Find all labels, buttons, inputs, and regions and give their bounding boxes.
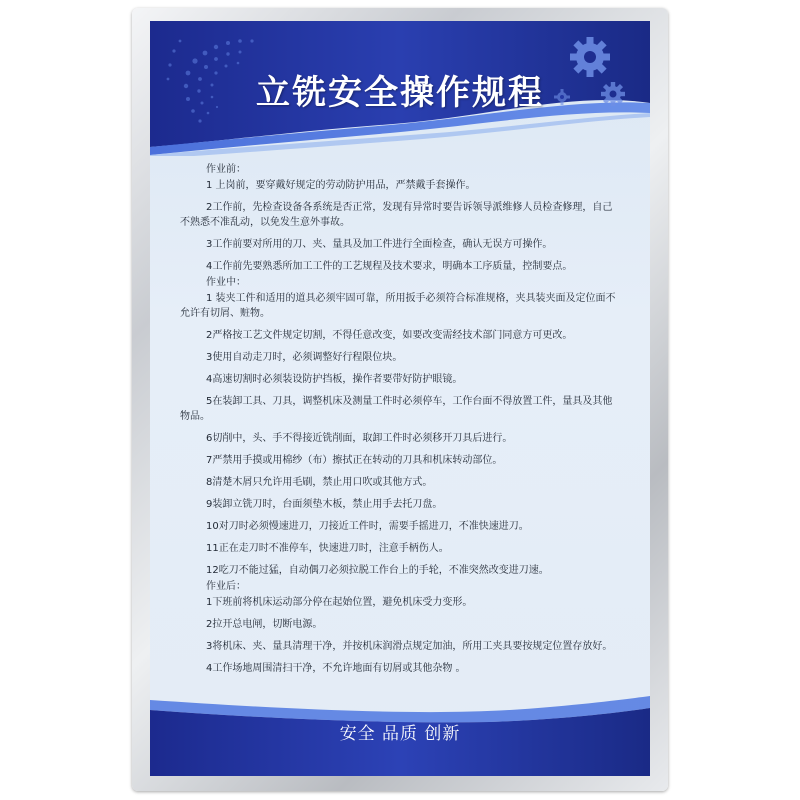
rule-item: 4工作场地周围清扫干净，不允许地面有切屑或其他杂物 。 <box>206 663 466 674</box>
rule-item: 1下班前将机床运动部分停在起始位置，避免机床受力变形。 <box>206 597 473 608</box>
rule-item: 8清楚木屑只允许用毛刷，禁止用口吹或其他方式。 <box>206 477 433 488</box>
rule-item: 12吃刀不能过猛，自动偶刀必须拉脱工作台上的手轮，不准突然改变进刀速。 <box>206 565 549 576</box>
rule-item: 4高速切割时必须装设防护挡板，操作者要带好防护眼镜。 <box>206 374 463 385</box>
rule-item: 1 装夹工件和适用的道具必须牢固可靠，所用扳手必须符合标准规格，夹具装夹面及定位面不允许有切屑、赃物。 <box>180 293 616 319</box>
rule-item: 3将机床、夹、量具清理干净，并按机床润滑点规定加油，所用工夹具要按规定位置存放好。 <box>206 641 613 652</box>
rule-item: 7严禁用手摸或用棉纱（布）擦拭正在转动的刀具和机床转动部位。 <box>206 455 503 466</box>
rule-item: 10对刀时必须慢速进刀，刀接近工件时，需要手摇进刀，不准快速进刀。 <box>206 521 529 532</box>
rule-item: 9装卸立铣刀时，台面须垫木板，禁止用手去托刀盘。 <box>206 499 443 510</box>
procedure-content <box>180 162 620 683</box>
section-heading: 作业前： <box>206 164 246 175</box>
rule-item: 4工作前先要熟悉所加工工件的工艺规程及技术要求，明确本工序质量，控制要点。 <box>206 261 573 272</box>
poster-title: 立铣安全操作规程 <box>256 73 544 113</box>
safety-poster <box>150 21 650 776</box>
poster-slogan: 安全 品质 创新 <box>339 724 461 744</box>
section-heading: 作业中： <box>206 277 246 288</box>
rule-item: 3使用自动走刀时，必须调整好行程限位块。 <box>206 352 403 363</box>
rule-item: 11正在走刀时不准停车，快速进刀时，注意手柄伤人。 <box>206 543 449 554</box>
rule-item: 2严格按工艺文件规定切割，不得任意改变，如要改变需经技术部门同意方可更改。 <box>206 330 573 341</box>
rule-item: 3工作前要对所用的刀、夹、量具及加工件进行全面检查，确认无误方可操作。 <box>206 239 553 250</box>
rule-item: 5在装卸工具、刀具，调整机床及测量工件时必须停车，工作台面不得放置工件，量具及其他物品。 <box>180 396 613 422</box>
rule-item: 1 上岗前，要穿戴好规定的劳动防护用品，严禁戴手套操作。 <box>206 180 476 191</box>
section-heading: 作业后： <box>206 581 246 592</box>
rule-item: 6切削中，头、手不得接近铣削面，取卸工件时必须移开刀具后进行。 <box>206 433 513 444</box>
rule-item: 2工作前，先检查设备各系统是否正常，发现有异常时要告诉领导派维修人员检查修理，自己不熟悉不准乱动，以免发生意外事故。 <box>180 202 613 228</box>
rule-item: 2拉开总电闸，切断电源。 <box>206 619 323 630</box>
